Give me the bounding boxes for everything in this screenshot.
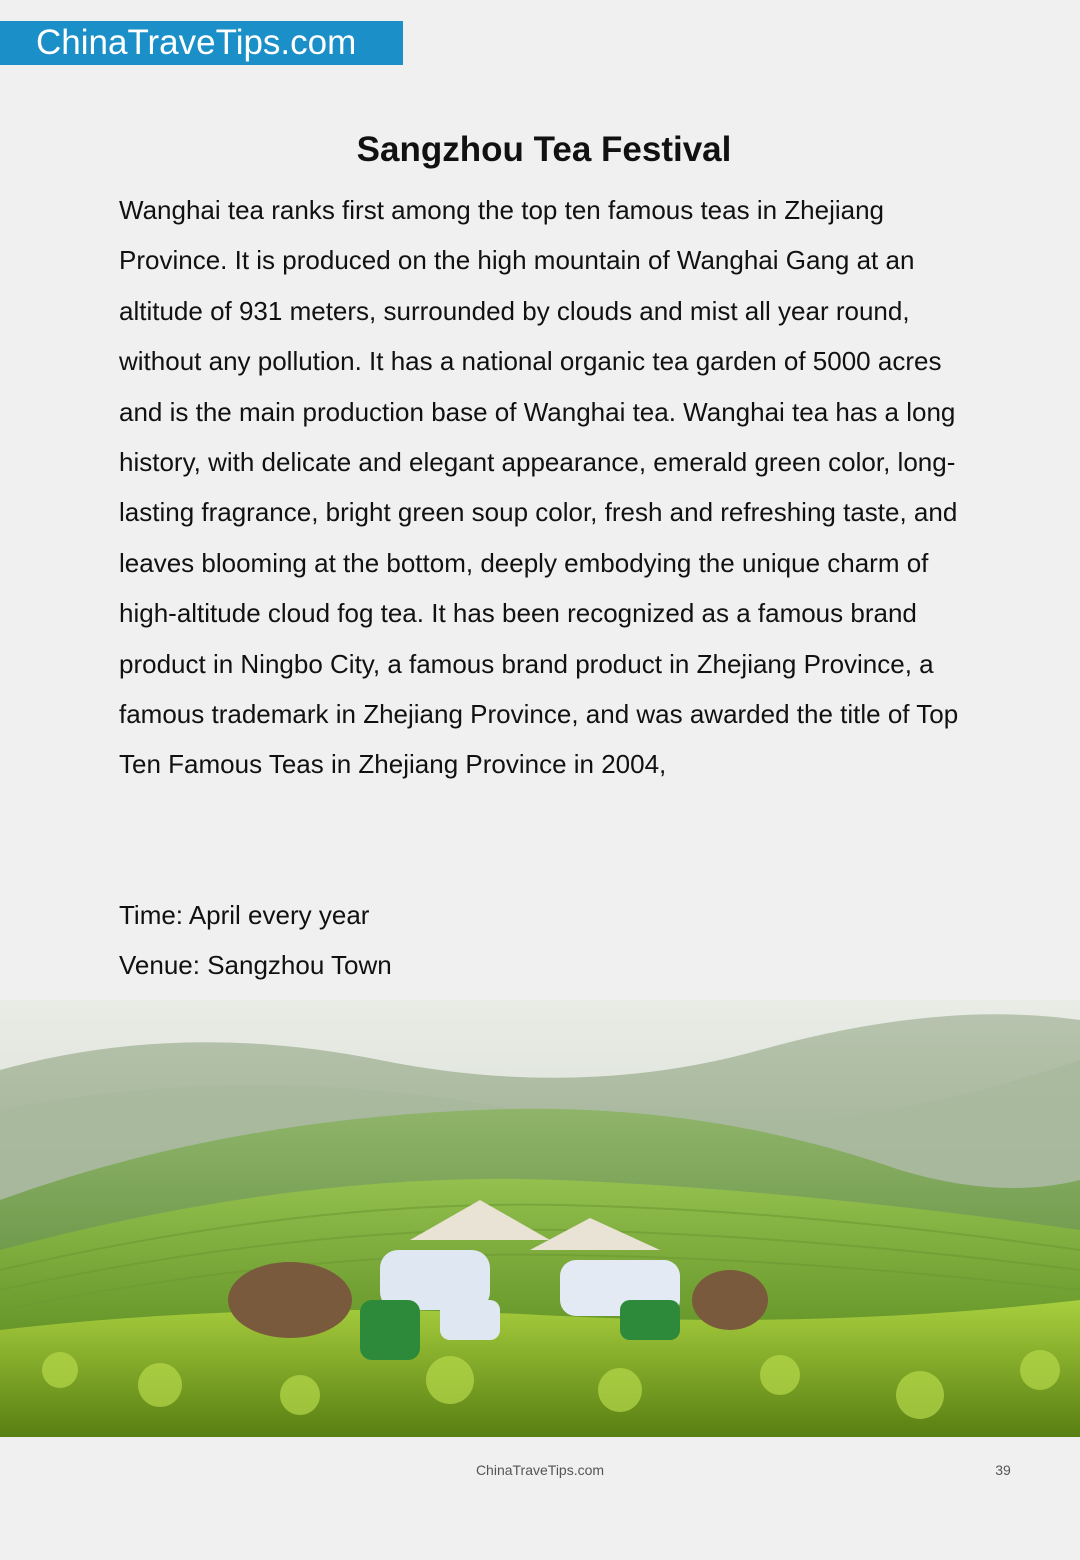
tea-plantation-photo	[0, 1000, 1080, 1437]
page-number: 39	[995, 1462, 1011, 1478]
page-title: Sangzhou Tea Festival	[356, 130, 732, 169]
brand-banner: ChinaTraveTips.com	[0, 21, 403, 65]
article-body: Wanghai tea ranks first among the top ten famous teas in Zhejiang Province. It is produced on the high mountain of Wanghai Gang at an altitude of 931 meters, surrounded by clouds and mist all year round, without any pollution. It has a national organic tea garden of 5000 acres and is the main production base of Wanghai tea. Wanghai tea has a long history, with delicate and elegant appearance, emerald green color, long-lasting fragrance, bright green soup color, fresh and refreshing taste, and leaves blooming at the bottom, deeply embodying the unique charm of high-altitude cloud fog tea. It has been recognized as a famous brand product in Ningbo City, a famous brand product in Zhejiang Province, a famous trademark in Zhejiang Province, and was awarded the title of Top Ten Famous Teas in Zhejiang Province in 2004,	[119, 195, 959, 780]
event-venue: Venue: Sangzhou Town	[119, 950, 392, 981]
event-info	[119, 890, 979, 991]
footer-site: ChinaTraveTips.com	[475, 1462, 605, 1478]
event-time: Time: April every year	[119, 900, 370, 930]
